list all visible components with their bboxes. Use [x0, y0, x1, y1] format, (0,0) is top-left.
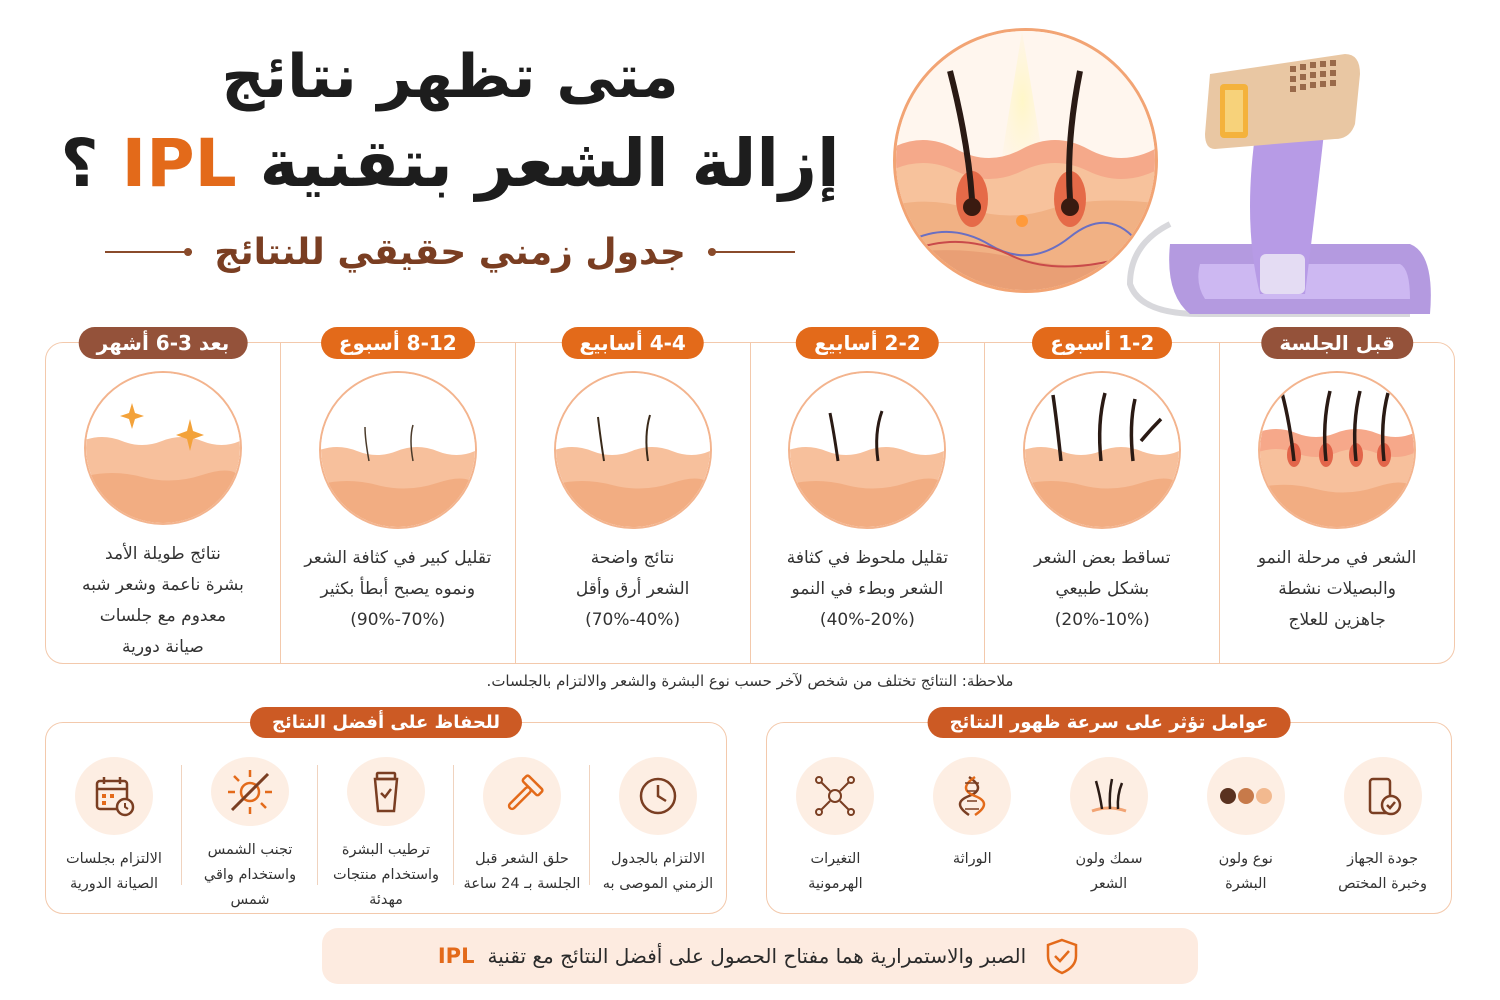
stage-text-line: تقليل كبير في كثافة الشعر — [304, 548, 492, 568]
razor-icon — [483, 757, 561, 835]
stage-text-line: صيانة دورية — [122, 637, 204, 657]
tip-label-line: الالتزام بجلسات — [66, 851, 162, 867]
factor-label-line: الهرمونية — [808, 876, 863, 892]
shield-check-icon — [1042, 936, 1082, 976]
page-title — [60, 38, 840, 212]
stage-badge: بعد 3-6 أشهر — [79, 327, 248, 359]
stage-description — [762, 543, 972, 636]
stage-percentage: (10%-20%) — [1054, 610, 1150, 630]
stage-description — [528, 543, 738, 636]
calendar-icon — [75, 757, 153, 835]
footer-text: الصبر والاستمرارية هما مفتاح الحصول على أفضل النتائج مع تقنية — [487, 944, 1027, 968]
title-line-1: متى تظهر نتائج — [221, 42, 679, 112]
factor-hair-thickness — [1041, 723, 1178, 913]
tip-follow-schedule — [590, 723, 726, 913]
tip-label-line: شمس — [230, 892, 270, 908]
skin-hair-reduced-icon — [788, 371, 946, 529]
stage-percentage: (70%-90%) — [350, 610, 446, 630]
ipl-device-illustration — [1110, 14, 1440, 334]
tip-maintenance-sessions — [46, 723, 182, 913]
stage-text-line: بشكل طبيعي — [1055, 579, 1150, 599]
title-accent-ipl: IPL — [121, 125, 237, 202]
stage-description — [293, 543, 503, 636]
factor-label-line: سمك ولون — [1075, 851, 1143, 867]
tip-shave-before — [454, 723, 590, 913]
tip-label — [190, 838, 310, 913]
stage-text-line: تقليل ملحوظ في كثافة — [786, 548, 949, 568]
factor-label — [1186, 847, 1306, 897]
skin-hair-dense-icon — [1258, 371, 1416, 529]
maintain-title: للحفاظ على أفضل النتائج — [250, 707, 522, 738]
title-line-2 — [60, 116, 840, 212]
stage-text-line: الشعر في مرحلة النمو — [1257, 548, 1417, 568]
tip-label-line: الصيانة الدورية — [69, 876, 159, 892]
hair-strands-icon — [1070, 757, 1148, 835]
stage-text-line: الشعر أرق وأقل — [575, 579, 690, 599]
stage-percentage: (20%-40%) — [819, 610, 915, 630]
footer-message — [438, 944, 1026, 968]
subtitle: جدول زمني حقيقي للنتائج — [214, 231, 686, 273]
factor-device-quality — [1314, 723, 1451, 913]
tip-label — [462, 847, 582, 897]
factor-label-line: التغيرات — [810, 851, 861, 867]
factor-label-line: نوع ولون — [1218, 851, 1273, 867]
footer-banner — [322, 928, 1198, 984]
skin-hair-sparse-icon — [319, 371, 477, 529]
stage-text-line: بشرة ناعمة وشعر شبه — [81, 575, 244, 595]
factor-label — [1049, 847, 1169, 897]
stage-badge: قبل الجلسة — [1261, 327, 1413, 359]
tip-label — [54, 847, 174, 897]
factor-label-line: جودة الجهاز — [1347, 851, 1419, 867]
results-note: ملاحظة: النتائج تختلف من شخص لآخر حسب نوع البشرة والشعر والالتزام بالجلسات. — [486, 672, 1014, 690]
factor-genetics — [904, 723, 1041, 913]
tip-label-line: مهدئة — [369, 892, 403, 908]
ipl-device-icon — [1110, 14, 1440, 334]
maintain-panel — [45, 712, 727, 914]
tip-label-line: الزمني الموصى به — [602, 876, 714, 892]
title-main-text: إزالة الشعر بتقنية — [259, 125, 840, 202]
stage-text-line: معدوم مع جلسات — [99, 606, 227, 626]
factor-label-line: البشرة — [1225, 876, 1267, 892]
stage-badge: 8-12 أسبوع — [321, 327, 475, 359]
subtitle-rule-right — [708, 251, 795, 253]
stage-text-line: نتائج واضحة — [590, 548, 675, 568]
timeline-stage-weeks-2-2 — [750, 331, 985, 663]
dna-icon — [933, 757, 1011, 835]
timeline-stage-before-session — [1219, 331, 1454, 663]
tip-label-line: واستخدام منتجات — [332, 867, 440, 883]
subtitle-rule-left — [105, 251, 192, 253]
timeline-stage-weeks-8-12 — [280, 331, 515, 663]
stage-badge: 2-2 أسابيع — [796, 327, 938, 359]
skin-hair-shedding-icon — [1023, 371, 1181, 529]
results-timeline — [45, 331, 1455, 664]
stage-text-line: ونموه يصبح أبطأ بكثير — [320, 579, 476, 599]
tip-moisturize — [318, 723, 454, 913]
footer-accent-ipl: IPL — [437, 944, 475, 968]
factor-label — [775, 847, 895, 897]
title-question-mark: ؟ — [60, 125, 99, 202]
skin-smooth-sparkle-icon — [84, 371, 242, 525]
device-check-icon — [1344, 757, 1422, 835]
stage-badge: 4-4 أسابيع — [561, 327, 703, 359]
stage-percentage: (40%-70%) — [585, 610, 681, 630]
factor-label — [912, 847, 1032, 872]
cream-tube-icon — [347, 757, 425, 826]
stage-text-line: الشعر وبطء في النمو — [791, 579, 944, 599]
tip-avoid-sun — [182, 723, 318, 913]
tip-label-line: واستخدام واقي — [203, 867, 297, 883]
stage-description — [58, 539, 268, 663]
factor-skin-type — [1177, 723, 1314, 913]
skin-hair-thin-icon — [554, 371, 712, 529]
stage-text-line: نتائج طويلة الأمد — [105, 544, 221, 564]
tip-label — [326, 838, 446, 913]
tip-label-line: الجلسة بـ 24 ساعة — [463, 876, 581, 892]
timeline-stage-months-3-6 — [46, 331, 280, 663]
skin-tone-dots-icon — [1207, 757, 1285, 835]
clock-icon — [619, 757, 697, 835]
factor-hormones — [767, 723, 904, 913]
factor-label-line: وخبرة المختص — [1338, 876, 1428, 892]
tip-label — [598, 847, 718, 897]
tip-label-line: تجنب الشمس — [207, 842, 293, 858]
hormone-molecule-icon — [796, 757, 874, 835]
timeline-stage-week-1-2 — [984, 331, 1219, 663]
tip-label-line: ترطيب البشرة — [341, 842, 431, 858]
stage-text-line: جاهزين للعلاج — [1288, 610, 1386, 630]
stage-text-line: تساقط بعض الشعر — [1033, 548, 1171, 568]
stage-text-line: والبصيلات نشطة — [1278, 579, 1396, 599]
factor-label — [1323, 847, 1443, 897]
tip-label-line: حلق الشعر قبل — [475, 851, 569, 867]
factor-label-line: الشعر — [1090, 876, 1128, 892]
subtitle-row — [105, 222, 795, 282]
timeline-stage-weeks-4-4 — [515, 331, 750, 663]
factor-label-line: الوراثة — [952, 851, 992, 867]
stage-badge: 1-2 أسبوع — [1032, 327, 1172, 359]
factors-title: عوامل تؤثر على سرعة ظهور النتائج — [928, 707, 1291, 738]
tip-label-line: الالتزام بالجدول — [610, 851, 706, 867]
no-sun-icon — [211, 757, 289, 826]
stage-description — [997, 543, 1207, 636]
factors-panel — [766, 712, 1452, 914]
stage-description — [1232, 543, 1442, 636]
